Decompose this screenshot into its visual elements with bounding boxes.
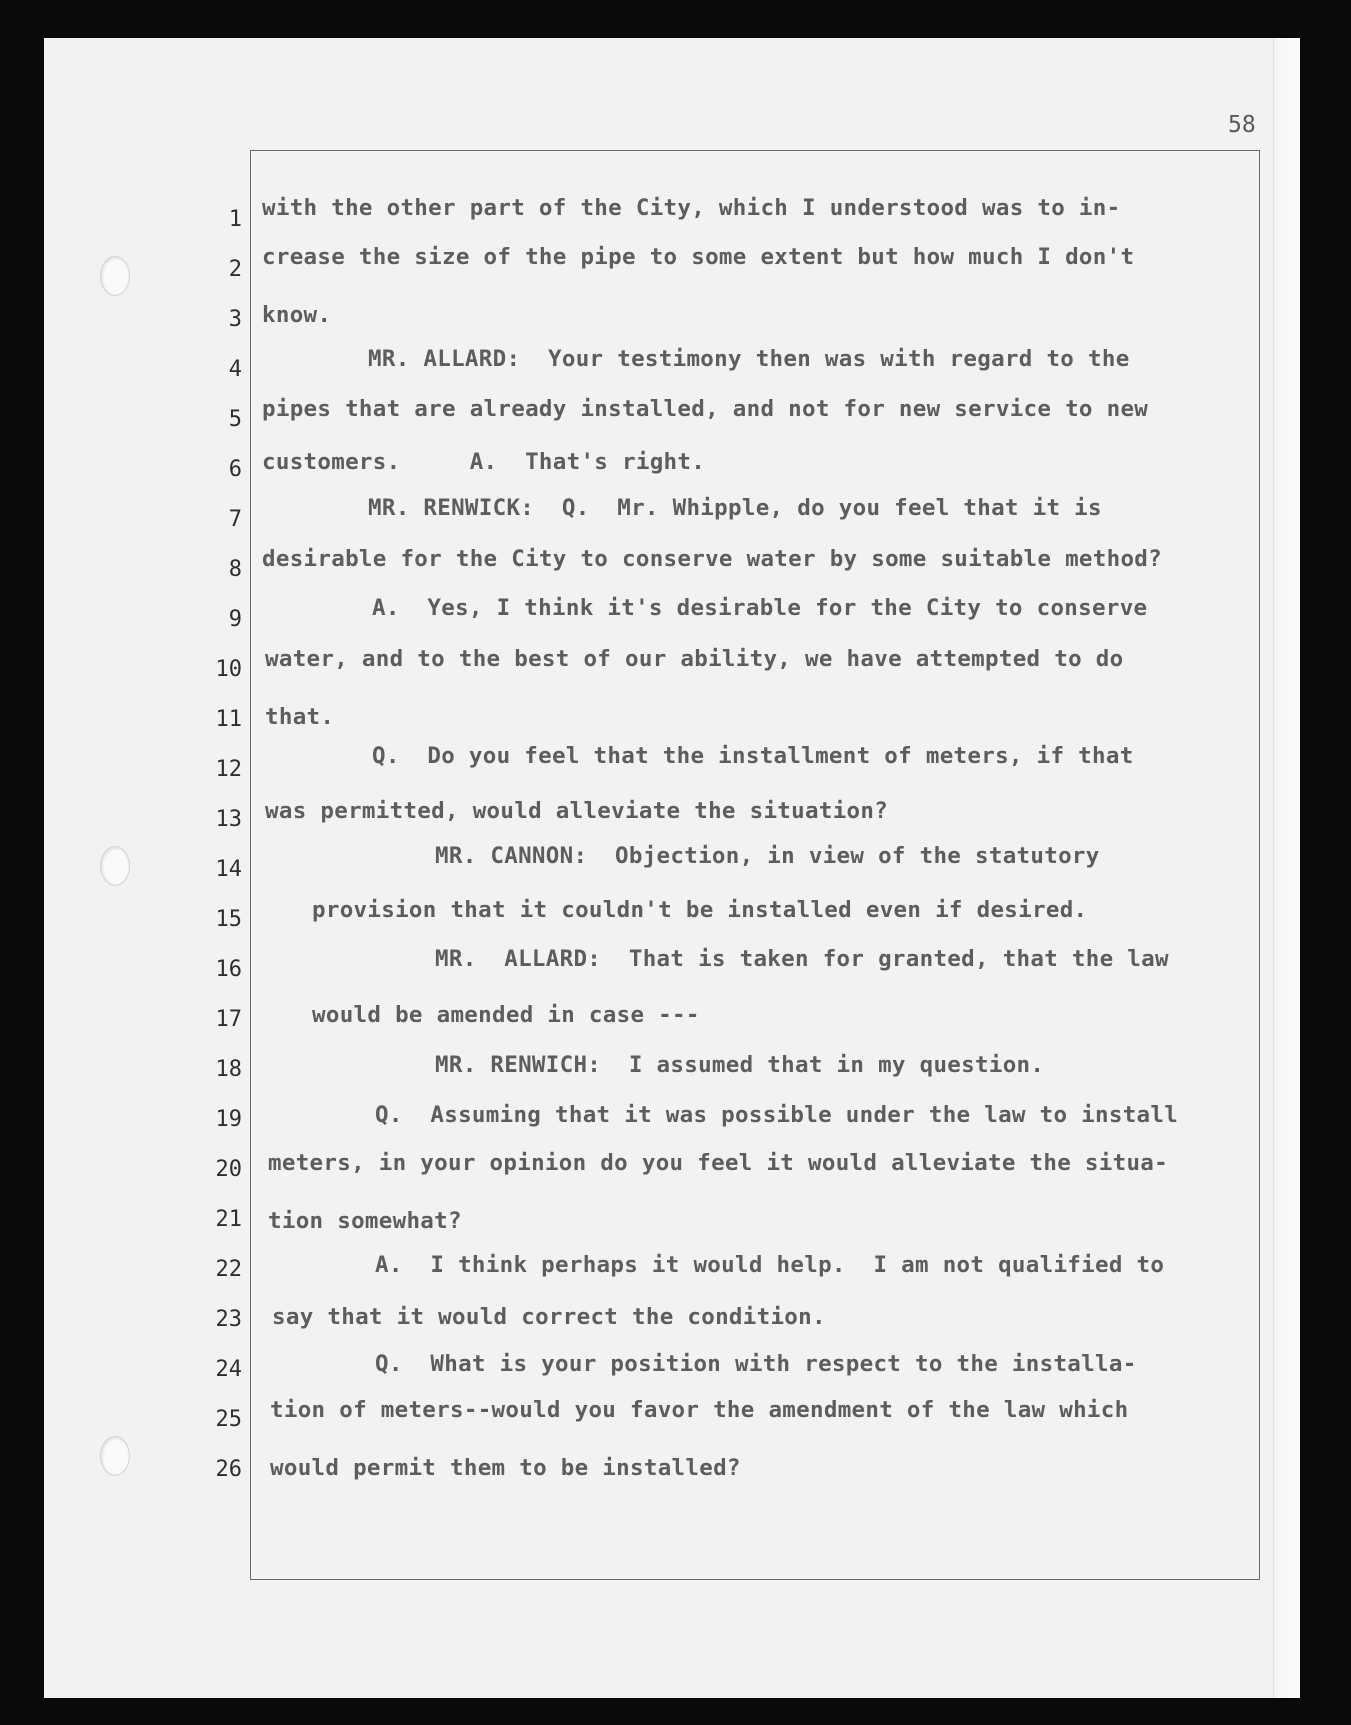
transcript-line: was permitted, would alleviate the situation? [265, 798, 889, 824]
line-number: 13 [215, 807, 242, 832]
transcript-line: MR. CANNON: Objection, in view of the statutory [435, 843, 1100, 869]
transcript-line: that. [265, 704, 335, 730]
line-number: 16 [215, 957, 242, 982]
line-number: 21 [215, 1207, 242, 1232]
line-number: 19 [215, 1107, 242, 1132]
line-number: 26 [215, 1457, 242, 1482]
line-number: 4 [228, 357, 242, 382]
transcript-line: A. I think perhaps it would help. I am not qualified to [375, 1252, 1165, 1278]
line-number: 18 [215, 1057, 242, 1082]
transcript-line: with the other part of the City, which I understood was to in- [262, 195, 1121, 221]
transcript-line: MR. ALLARD: Your testimony then was with regard to the [368, 346, 1130, 372]
transcript-line: water, and to the best of our ability, we have attempted to do [265, 646, 1124, 672]
line-number: 23 [215, 1307, 242, 1332]
line-number: 8 [228, 557, 242, 582]
line-number: 17 [215, 1007, 242, 1032]
line-number: 15 [215, 907, 242, 932]
binder-hole-icon [100, 1436, 130, 1476]
transcript-line: customers. A. That's right. [262, 449, 706, 475]
transcript-line: would be amended in case --- [312, 1002, 700, 1028]
transcript-line: would permit them to be installed? [270, 1455, 741, 1481]
line-number: 9 [228, 607, 242, 632]
line-number: 22 [215, 1257, 242, 1282]
line-number: 5 [228, 407, 242, 432]
line-number: 7 [228, 507, 242, 532]
transcript-line: Q. Assuming that it was possible under the law to install [375, 1102, 1179, 1128]
line-number: 3 [228, 307, 242, 332]
line-number: 25 [215, 1407, 242, 1432]
transcript-line: A. Yes, I think it's desirable for the City to conserve [372, 595, 1148, 621]
transcript-line: Q. What is your position with respect to the installa- [375, 1351, 1137, 1377]
transcript-line: crease the size of the pipe to some extent but how much I don't [262, 244, 1135, 270]
transcript-line: desirable for the City to conserve water by some suitable method? [262, 546, 1162, 572]
page-number: 58 [1228, 112, 1256, 138]
line-number: 6 [228, 457, 242, 482]
line-number: 2 [228, 257, 242, 282]
line-number: 12 [215, 757, 242, 782]
transcript-line: meters, in your opinion do you feel it would alleviate the situa- [268, 1150, 1168, 1176]
line-number: 1 [228, 207, 242, 232]
line-number: 14 [215, 857, 242, 882]
transcript-line: tion of meters--would you favor the amendment of the law which [270, 1397, 1129, 1423]
line-number: 24 [215, 1357, 242, 1382]
transcript-line: provision that it couldn't be installed even if desired. [312, 897, 1088, 923]
line-number: 11 [215, 707, 242, 732]
transcript-line: MR. RENWICH: I assumed that in my question. [435, 1052, 1045, 1078]
binder-hole-icon [100, 846, 130, 886]
transcript-line: know. [262, 302, 332, 328]
line-number: 20 [215, 1157, 242, 1182]
transcript-line: tion somewhat? [268, 1208, 462, 1234]
transcript-line: say that it would correct the condition. [272, 1304, 826, 1330]
transcript-line: MR. ALLARD: That is taken for granted, that the law [435, 946, 1169, 972]
sheet-protector-edge [1273, 38, 1300, 1698]
transcript-line: MR. RENWICK: Q. Mr. Whipple, do you feel that it is [368, 495, 1102, 521]
binder-hole-icon [100, 256, 130, 296]
line-number: 10 [215, 657, 242, 682]
transcript-line: pipes that are already installed, and not for new service to new [262, 396, 1149, 422]
transcript-line: Q. Do you feel that the installment of meters, if that [372, 743, 1134, 769]
